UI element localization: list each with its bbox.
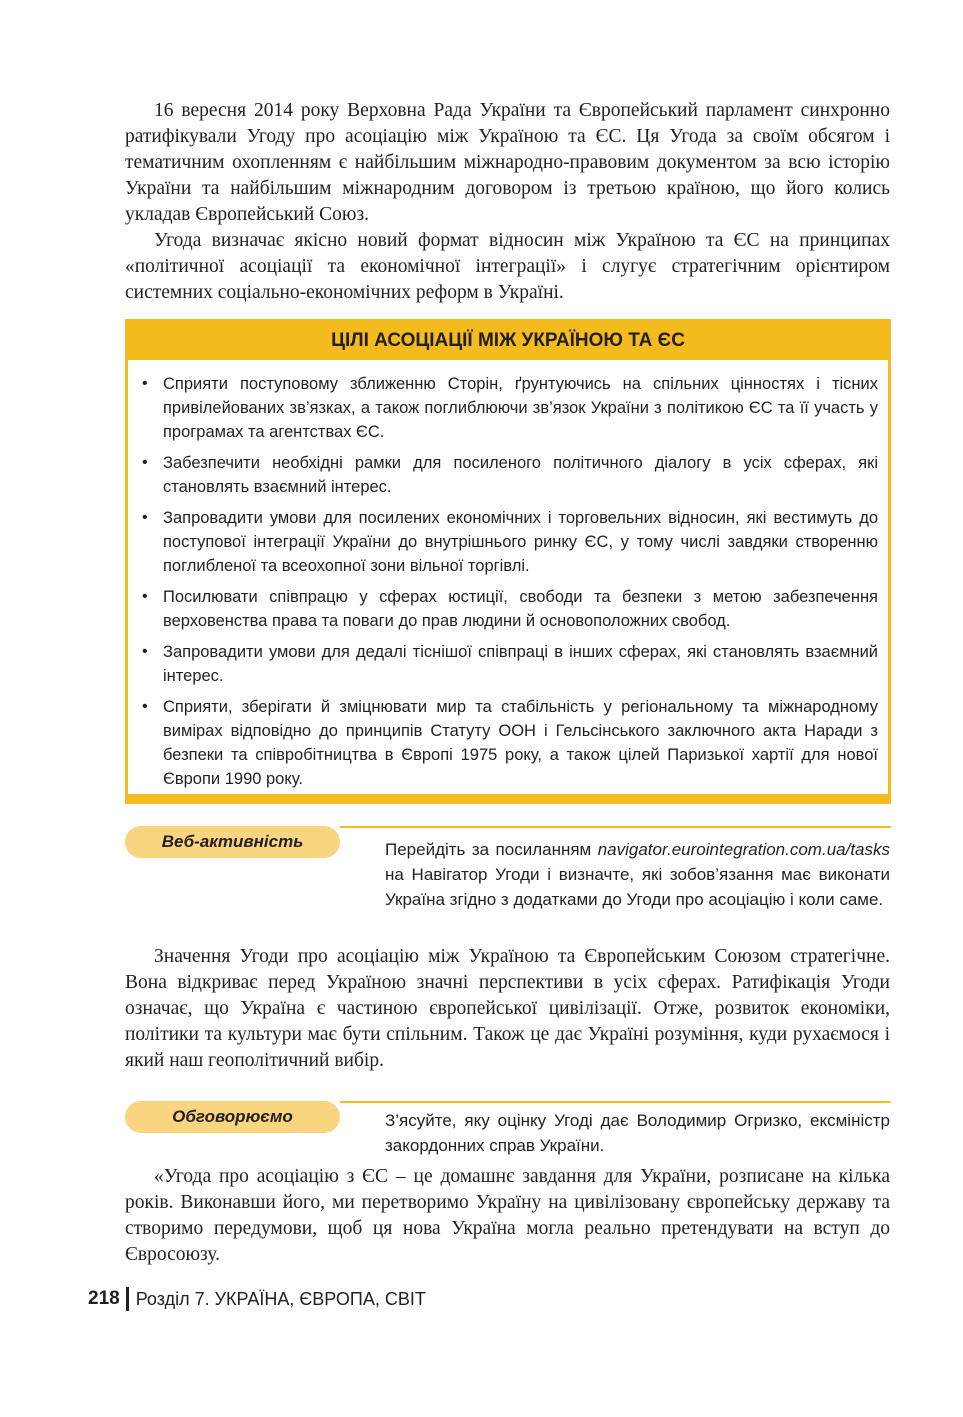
page-footer <box>88 1287 426 1311</box>
goal-item <box>138 640 878 688</box>
bullet-icon: • <box>142 698 148 715</box>
bullet-icon: • <box>142 588 148 605</box>
goal-text: Посилювати співпрацю у сферах юстиції, свободи та безпеки з метою забезпечення верховенства права та поваги до прав людини й основоположних свобод. <box>163 588 878 630</box>
page-number: 218 <box>88 1288 120 1309</box>
goal-item <box>138 451 878 499</box>
significance-paragraph: Значення Угоди про асоціацію між Україною та Європейським Союзом стратегічне. Вона відкриває перед Україною значні перспективи в усіх сферах. Ратифікація Угоди означає, що Україна є частиною європейської цивілізації. Отже, розвиток економіки, політики та культури має бути спільним. Також це дає Україні розуміння, куди рухаємося і який наш геополітичний вибір. <box>125 946 890 1071</box>
web-activity-link[interactable]: navigator.eurointegration.com.ua/tasks <box>597 840 890 859</box>
bullet-icon: • <box>142 643 148 660</box>
goal-item <box>138 695 878 791</box>
goal-text: Забезпечити необхідні рамки для посиленого політичного діалогу в усіх сферах, які становлять взаємний інтерес. <box>163 454 878 496</box>
goals-title: ЦІЛІ АСОЦІАЦІЇ МІЖ УКРАЇНОЮ ТА ЄС <box>128 322 888 360</box>
footer-divider <box>126 1287 129 1311</box>
web-activity-text <box>385 837 890 912</box>
web-activity-text-after: на Навігатор Угоди і визначте, які зобов’язання має виконати Україна згідно з додатками до Угоди про асоціацію і коли саме. <box>385 865 890 909</box>
goal-text: Запровадити умови для дедалі тіснішої співпраці в інших сферах, які становлять взаємний інтерес. <box>163 643 878 685</box>
goal-item <box>138 372 878 444</box>
intro-paragraph-2: Угода визначає якісно новий формат відносин між Україною та ЄС на принципах «політичної асоціації та економічної інтеграції» і слугує стратегічним орієнтиром системних соціально-економічних реформ в Україні. <box>125 230 890 303</box>
goal-text: Сприяти, зберігати й зміцнювати мир та стабільність у регіональному та міжнародному вимірах відповідно до принципів Статуту ООН і Гельсінського заключного акта Наради з безпеки та співробітництва в Європі 1975 року, а також цілей Паризької хартії для нової Європи 1990 року. <box>163 698 878 788</box>
discussion-divider <box>340 1101 891 1103</box>
bullet-icon: • <box>142 375 148 392</box>
goal-text: Сприяти поступовому зближенню Сторін, ґрунтуючись на спільних цінностях і тісних привілейованих зв’язках, а також поглиблюючи зв’язок України з політикою ЄС та її участь у програмах та агентствах ЄС. <box>163 375 878 441</box>
discussion-text: З’ясуйте, яку оцінку Угоді дає Володимир Огризко, ексміністр закордонних справ України. <box>385 1111 890 1155</box>
bullet-icon: • <box>142 509 148 526</box>
goal-text: Запровадити умови для посилених економічних і торговельних відносин, які вестимуть до поступової інтеграції України до внутрішнього ринку ЄС, у тому числі завдяки створенню поглибленої та всеохопної зони вільної торгівлі. <box>163 509 878 575</box>
quote-paragraph: «Угода про асоціацію з ЄС – це домашнє завдання для України, розписане на кілька років. Виконавши його, ми перетворимо Україну на цивілізовану європейську державу та створимо передумови, щоб ця нова Україна могла реально претендувати на вступ до Євросоюзу. <box>125 1166 890 1265</box>
goal-item <box>138 585 878 633</box>
goals-list <box>128 360 888 791</box>
goal-item <box>138 506 878 578</box>
web-activity-text-before: Перейдіть за посиланням <box>385 840 598 859</box>
bullet-icon: • <box>142 454 148 471</box>
intro-paragraph-1: 16 вересня 2014 року Верховна Рада України та Європейський парламент синхронно ратифікували Угоду про асоціацію між Україною та ЄС. Ця Угода за своїм обсягом і тематичним охопленням є найбільшим міжнародно-правовим документом за всю історію України та найбільшим міжнародним договором із третьою країною, що його колись укладав Європейський Союз. <box>125 100 890 225</box>
web-activity-label: Веб-активність <box>125 826 340 858</box>
section-title: Розділ 7. УКРАЇНА, ЄВРОПА, СВІТ <box>135 1289 426 1309</box>
discussion-label: Обговорюємо <box>125 1101 340 1133</box>
goals-box <box>125 319 891 804</box>
web-activity-divider <box>340 826 891 828</box>
